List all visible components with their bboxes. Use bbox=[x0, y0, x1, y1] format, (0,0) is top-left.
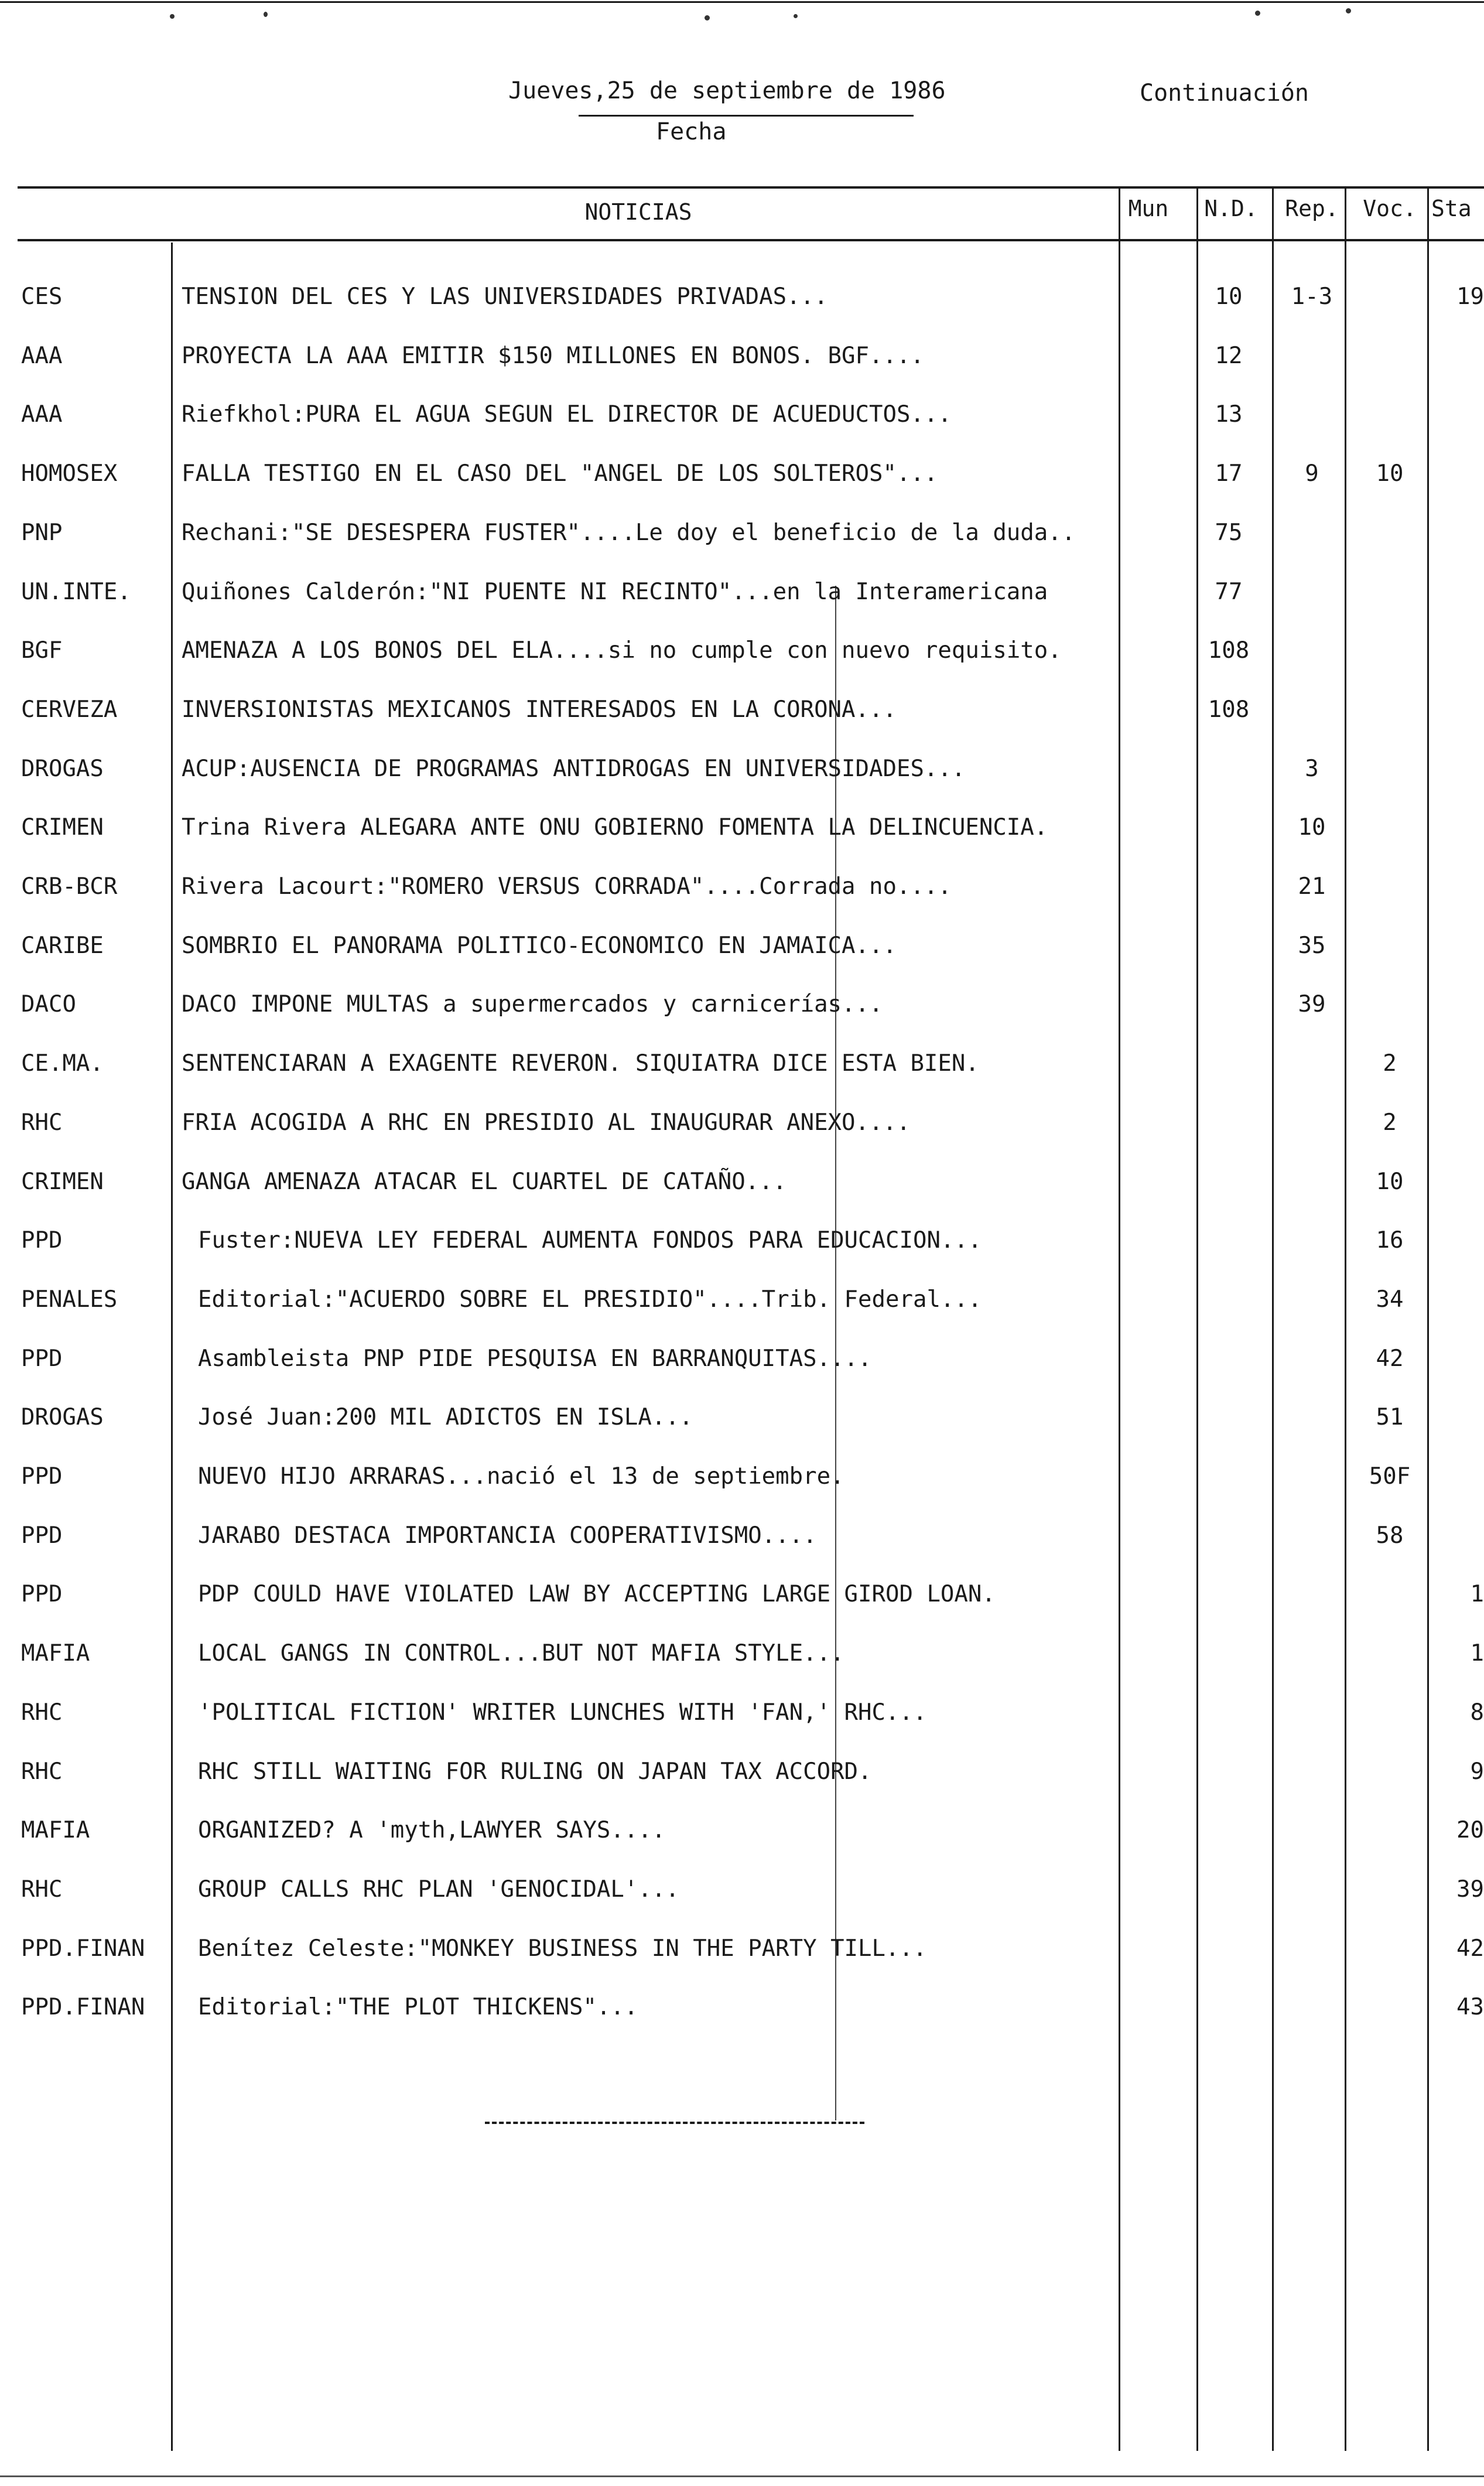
column-header-rep: Rep. bbox=[1285, 196, 1339, 221]
row-sta-page: 1 bbox=[1470, 1640, 1484, 1667]
row-headline: PDP COULD HAVE VIOLATED LAW BY ACCEPTING LARGE GIROD LOAN. bbox=[198, 1581, 996, 1608]
news-row bbox=[0, 1276, 1484, 1334]
row-headline: ORGANIZED? A 'myth,LAWYER SAYS.... bbox=[198, 1817, 666, 1844]
row-category: MAFIA bbox=[21, 1640, 90, 1667]
row-headline: Quiñones Calderón:"NI PUENTE NI RECINTO"...en la Interamericana bbox=[182, 578, 1048, 605]
news-row bbox=[0, 1099, 1484, 1157]
end-of-list-dashed-rule bbox=[485, 2122, 864, 2124]
row-headline: AMENAZA A LOS BONOS DEL ELA....si no cumple con nuevo requisito. bbox=[182, 637, 1062, 664]
row-category: MAFIA bbox=[21, 1817, 90, 1844]
row-category: DROGAS bbox=[21, 1404, 104, 1431]
row-category: UN.INTE. bbox=[21, 578, 131, 605]
row-headline: NUEVO HIJO ARRARAS...nació el 13 de septiembre. bbox=[198, 1463, 844, 1490]
table-top-rule bbox=[18, 186, 1484, 189]
row-headline: SENTENCIARAN A EXAGENTE REVERON. SIQUIATRA DICE ESTA BIEN. bbox=[182, 1050, 979, 1077]
row-category: PNP bbox=[21, 519, 63, 546]
row-category: BGF bbox=[21, 637, 63, 664]
news-row bbox=[0, 1748, 1484, 1807]
news-row bbox=[0, 332, 1484, 391]
news-row bbox=[0, 922, 1484, 981]
row-nd-page: 108 bbox=[1208, 637, 1250, 664]
row-headline: GANGA AMENAZA ATACAR EL CUARTEL DE CATAÑO... bbox=[182, 1168, 787, 1195]
row-headline: Editorial:"THE PLOT THICKENS"... bbox=[198, 1994, 638, 2021]
top-edge-line bbox=[0, 1, 1484, 3]
row-category: CE.MA. bbox=[21, 1050, 104, 1077]
row-voc-page: 34 bbox=[1376, 1286, 1404, 1313]
row-category: CES bbox=[21, 284, 63, 310]
row-voc-page: 58 bbox=[1376, 1522, 1404, 1549]
row-sta-page: 19 bbox=[1456, 284, 1484, 310]
row-headline: Trina Rivera ALEGARA ANTE ONU GOBIERNO FOMENTA LA DELINCUENCIA. bbox=[182, 814, 1048, 841]
row-rep-page: 9 bbox=[1305, 460, 1319, 487]
column-header-sta: Sta bbox=[1431, 196, 1472, 221]
row-headline: FALLA TESTIGO EN EL CASO DEL "ANGEL DE LOS SOLTEROS"... bbox=[182, 460, 938, 487]
row-category: DROGAS bbox=[21, 755, 104, 782]
row-rep-page: 39 bbox=[1298, 991, 1326, 1018]
news-row bbox=[0, 804, 1484, 862]
row-sta-page: 8 bbox=[1470, 1699, 1484, 1726]
row-headline: DACO IMPONE MULTAS a supermercados y carnicerías... bbox=[182, 991, 883, 1018]
row-nd-page: 10 bbox=[1215, 284, 1243, 310]
column-header-noticias: NOTICIAS bbox=[584, 199, 692, 225]
row-voc-page: 10 bbox=[1376, 1168, 1404, 1195]
news-row bbox=[0, 1570, 1484, 1629]
row-headline: PROYECTA LA AAA EMITIR $150 MILLONES EN BONOS. BGF.... bbox=[182, 342, 924, 369]
row-headline: FRIA ACOGIDA A RHC EN PRESIDIO AL INAUGURAR ANEXO.... bbox=[182, 1109, 911, 1136]
row-rep-page: 35 bbox=[1298, 932, 1326, 959]
row-category: RHC bbox=[21, 1876, 63, 1903]
row-voc-page: 2 bbox=[1383, 1109, 1397, 1136]
column-header-voc: Voc. bbox=[1363, 196, 1417, 221]
row-category: PPD bbox=[21, 1227, 63, 1254]
row-headline: José Juan:200 MIL ADICTOS EN ISLA... bbox=[198, 1404, 693, 1431]
row-category: PPD.FINAN bbox=[21, 1994, 145, 2021]
row-headline: 'POLITICAL FICTION' WRITER LUNCHES WITH 'FAN,' RHC... bbox=[198, 1699, 927, 1726]
table-header-rule bbox=[18, 239, 1484, 241]
news-row bbox=[0, 1335, 1484, 1394]
news-row bbox=[0, 391, 1484, 449]
news-row bbox=[0, 745, 1484, 804]
row-category: RHC bbox=[21, 1699, 63, 1726]
row-nd-page: 77 bbox=[1215, 578, 1243, 605]
row-sta-page: 42 bbox=[1456, 1935, 1484, 1962]
row-category: PPD.FINAN bbox=[21, 1935, 145, 1962]
row-nd-page: 75 bbox=[1215, 519, 1243, 546]
news-row bbox=[0, 981, 1484, 1039]
column-header-mun: Mun bbox=[1128, 196, 1169, 221]
news-row bbox=[0, 1689, 1484, 1747]
row-category: CRIMEN bbox=[21, 814, 104, 841]
row-headline: GROUP CALLS RHC PLAN 'GENOCIDAL'... bbox=[198, 1876, 679, 1903]
date-label: Fecha bbox=[656, 118, 727, 145]
row-rep-page: 21 bbox=[1298, 873, 1326, 900]
date-underline bbox=[579, 115, 914, 117]
column-header-nd: N.D. bbox=[1204, 196, 1258, 221]
row-category: CRB-BCR bbox=[21, 873, 118, 900]
row-headline: Benítez Celeste:"MONKEY BUSINESS IN THE PARTY TILL... bbox=[198, 1935, 927, 1962]
row-headline: SOMBRIO EL PANORAMA POLITICO-ECONOMICO EN JAMAICA... bbox=[182, 932, 897, 959]
news-row bbox=[0, 1040, 1484, 1098]
row-headline: JARABO DESTACA IMPORTANCIA COOPERATIVISMO.... bbox=[198, 1522, 817, 1549]
row-category: CARIBE bbox=[21, 932, 104, 959]
row-headline: Asambleista PNP PIDE PESQUISA EN BARRANQUITAS.... bbox=[198, 1345, 872, 1372]
row-category: AAA bbox=[21, 342, 63, 369]
news-row bbox=[0, 1807, 1484, 1865]
news-row bbox=[0, 1983, 1484, 2042]
row-headline: Fuster:NUEVA LEY FEDERAL AUMENTA FONDOS PARA EDUCACION... bbox=[198, 1227, 982, 1254]
row-nd-page: 12 bbox=[1215, 342, 1243, 369]
row-headline: Rechani:"SE DESESPERA FUSTER"....Le doy el beneficio de la duda.. bbox=[182, 519, 1076, 546]
row-headline: ACUP:AUSENCIA DE PROGRAMAS ANTIDROGAS EN UNIVERSIDADES... bbox=[182, 755, 966, 782]
news-row bbox=[0, 1394, 1484, 1452]
news-row bbox=[0, 1217, 1484, 1275]
row-rep-page: 3 bbox=[1305, 755, 1319, 782]
row-category: CERVEZA bbox=[21, 696, 118, 723]
row-sta-page: 20 bbox=[1456, 1817, 1484, 1844]
row-voc-page: 16 bbox=[1376, 1227, 1404, 1254]
row-headline: INVERSIONISTAS MEXICANOS INTERESADOS EN LA CORONA... bbox=[182, 696, 897, 723]
news-row bbox=[0, 1453, 1484, 1511]
row-headline: RHC STILL WAITING FOR RULING ON JAPAN TAX ACCORD. bbox=[198, 1758, 872, 1785]
row-category: DACO bbox=[21, 991, 76, 1018]
row-category: PPD bbox=[21, 1522, 63, 1549]
row-sta-page: 39 bbox=[1456, 1876, 1484, 1903]
bottom-edge-line bbox=[0, 2475, 1484, 2477]
row-sta-page: 9 bbox=[1470, 1758, 1484, 1785]
row-headline: Riefkhol:PURA EL AGUA SEGUN EL DIRECTOR DE ACUEDUCTOS... bbox=[182, 401, 952, 428]
row-voc-page: 50F bbox=[1369, 1463, 1411, 1490]
row-category: PENALES bbox=[21, 1286, 118, 1313]
row-category: RHC bbox=[21, 1109, 63, 1136]
row-nd-page: 108 bbox=[1208, 696, 1250, 723]
row-rep-page: 1-3 bbox=[1291, 284, 1333, 310]
news-row bbox=[0, 1630, 1484, 1688]
news-row bbox=[0, 450, 1484, 508]
news-row bbox=[0, 1866, 1484, 1924]
row-headline: Rivera Lacourt:"ROMERO VERSUS CORRADA"....Corrada no.... bbox=[182, 873, 952, 900]
row-voc-page: 42 bbox=[1376, 1345, 1404, 1372]
row-category: PPD bbox=[21, 1345, 63, 1372]
news-row bbox=[0, 568, 1484, 627]
news-row bbox=[0, 509, 1484, 568]
row-category: AAA bbox=[21, 401, 63, 428]
row-category: CRIMEN bbox=[21, 1168, 104, 1195]
row-nd-page: 13 bbox=[1215, 401, 1243, 428]
news-row bbox=[0, 863, 1484, 921]
row-category: PPD bbox=[21, 1463, 63, 1490]
continuation-label: Continuación bbox=[1140, 80, 1309, 107]
news-row bbox=[0, 273, 1484, 332]
row-category: PPD bbox=[21, 1581, 63, 1608]
row-headline: Editorial:"ACUERDO SOBRE EL PRESIDIO"....Trib. Federal... bbox=[198, 1286, 982, 1313]
report-date: Jueves,25 de septiembre de 1986 bbox=[508, 77, 946, 104]
row-nd-page: 17 bbox=[1215, 460, 1243, 487]
row-voc-page: 10 bbox=[1376, 460, 1404, 487]
row-category: HOMOSEX bbox=[21, 460, 118, 487]
news-row bbox=[0, 686, 1484, 745]
row-voc-page: 51 bbox=[1376, 1404, 1404, 1431]
row-sta-page: 43 bbox=[1456, 1994, 1484, 2021]
row-rep-page: 10 bbox=[1298, 814, 1326, 841]
row-voc-page: 2 bbox=[1383, 1050, 1397, 1077]
row-headline: TENSION DEL CES Y LAS UNIVERSIDADES PRIVADAS... bbox=[182, 284, 828, 310]
row-sta-page: 1 bbox=[1470, 1581, 1484, 1608]
news-row bbox=[0, 1512, 1484, 1570]
row-headline: LOCAL GANGS IN CONTROL...BUT NOT MAFIA STYLE... bbox=[198, 1640, 844, 1667]
news-row bbox=[0, 627, 1484, 685]
row-category: RHC bbox=[21, 1758, 63, 1785]
news-row bbox=[0, 1925, 1484, 1983]
news-row bbox=[0, 1158, 1484, 1217]
